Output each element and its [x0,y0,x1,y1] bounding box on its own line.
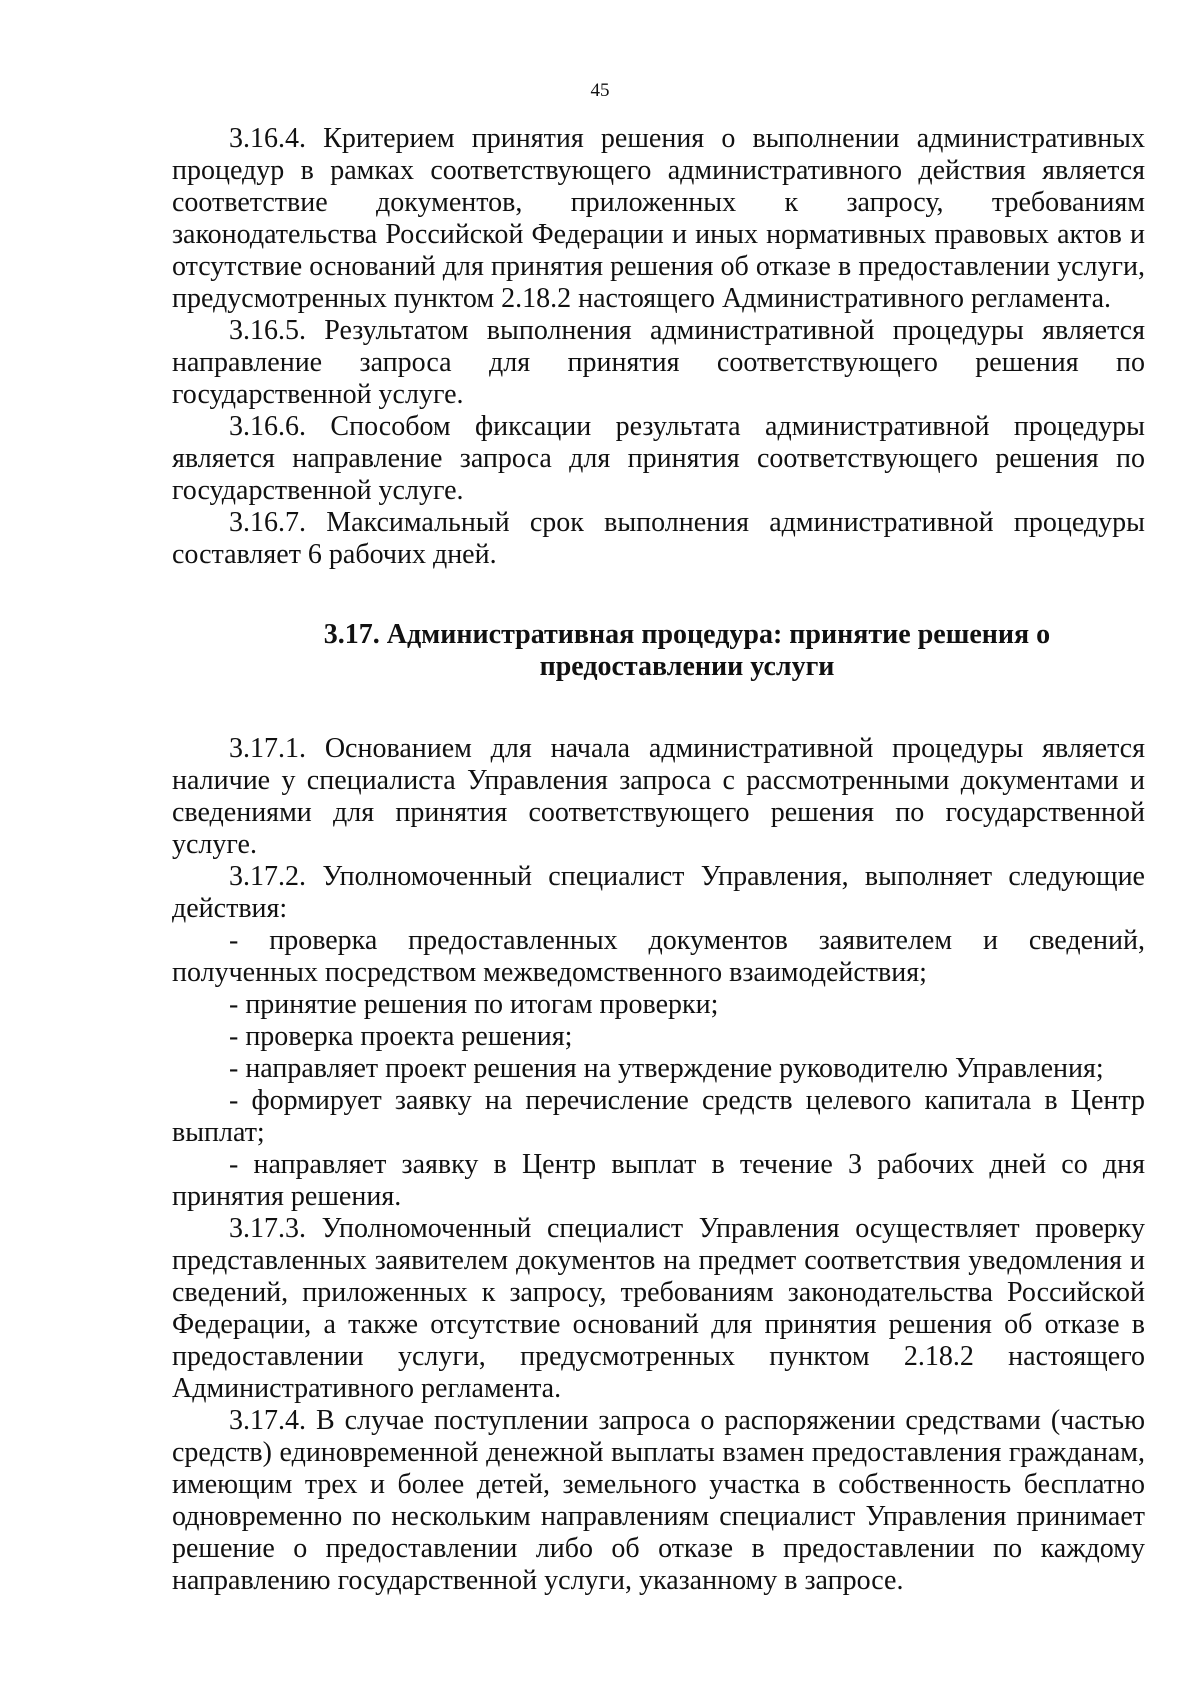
action-item: - направляет проект решения на утверждение руководителю Управления; [229,1053,1104,1084]
paragraph-3-17-2: 3.17.2. Уполномоченный специалист Управления, выполняет следующие действия: [172,861,1145,924]
paragraph-3-17-1: 3.17.1. Основанием для начала административной процедуры является наличие у специалиста Управления запроса с рассмотренными документами и сведениями для принятия соответствующего решения по государственной услуге. [172,733,1145,860]
action-item: - проверка проекта решения; [229,1021,573,1052]
document-body [172,123,1145,1597]
spacer [172,683,1145,733]
section-heading-line-1: 3.17. Административная процедура: принятие решения о [323,619,1051,650]
action-item: - формирует заявку на перечисление средств целевого капитала в Центр выплат; [172,1085,1145,1148]
paragraph-3-17-4: 3.17.4. В случае поступлении запроса о распоряжении средствами (частью средств) единовременной денежной выплаты взамен предоставления гражданам, имеющим трех и более детей, земельного участка в собственность бесплатно одновременно по нескольким направлениям специалист Управления принимает решение о предоставлении либо об отказе в предоставлении по каждому направлению государственной услуги, указанному в запросе. [172,1405,1145,1596]
section-heading-3-17 [172,619,1145,683]
action-item: - принятие решения по итогам проверки; [229,989,719,1020]
action-item: - проверка предоставленных документов заявителем и сведений, полученных посредством межведомственного взаимодействия; [172,925,1145,988]
action-item: - направляет заявку в Центр выплат в течение 3 рабочих дней со дня принятия решения. [172,1149,1145,1212]
page-number: 45 [590,80,610,101]
paragraph-3-16-4: 3.16.4. Критерием принятия решения о выполнении административных процедур в рамках соответствующего административного действия является соответствие документов, приложенных к запросу, требованиям законодательства Российской Федерации и иных нормативных правовых актов и отсутствие оснований для принятия решения об отказе в предоставлении услуги, предусмотренных пунктом 2.18.2 настоящего Административного регламента. [172,123,1145,314]
spacer [172,571,1145,619]
paragraph-3-16-6: 3.16.6. Способом фиксации результата административной процедуры является направление запроса для принятия соответствующего решения по государственной услуге. [172,411,1145,506]
paragraph-3-17-3: 3.17.3. Уполномоченный специалист Управления осуществляет проверку представленных заявителем документов на предмет соответствия уведомления и сведений, приложенных к запросу, требованиям законодательства Российской Федерации, а также отсутствие оснований для принятия решения об отказе в предоставлении услуги, предусмотренных пунктом 2.18.2 настоящего Административного регламента. [172,1213,1145,1404]
section-heading-line-2: предоставлении услуги [539,651,835,682]
paragraph-3-16-5: 3.16.5. Результатом выполнения административной процедуры является направление запроса для принятия соответствующего решения по государственной услуге. [172,315,1145,410]
paragraph-3-16-7: 3.16.7. Максимальный срок выполнения административной процедуры составляет 6 рабочих дней. [172,507,1145,570]
